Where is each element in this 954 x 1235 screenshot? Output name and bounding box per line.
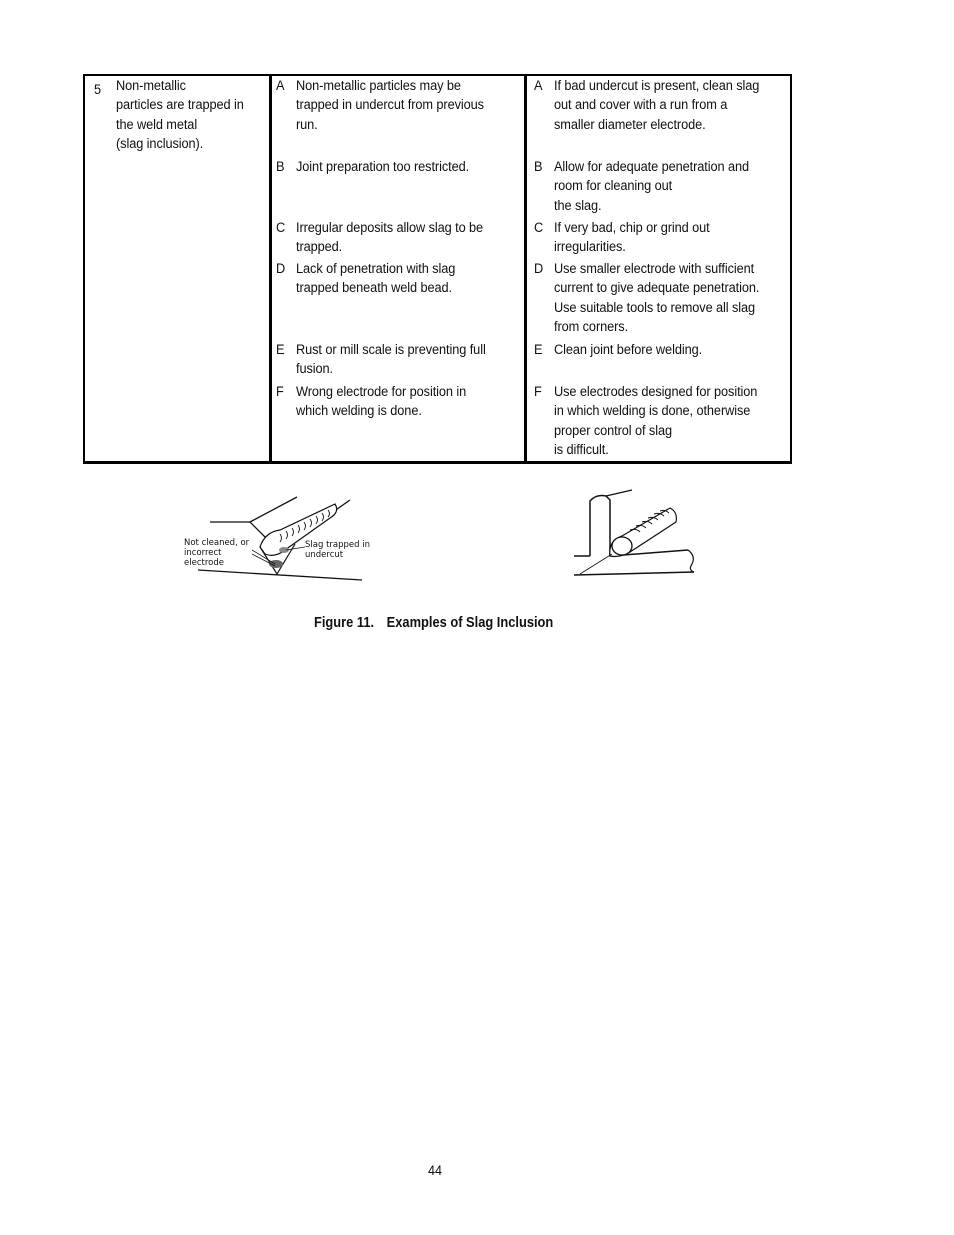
remedy-text: Clean joint before welding.	[554, 342, 703, 358]
label-not-cleaned-line2: incorrect	[184, 548, 222, 558]
remedy-letter: C	[534, 220, 544, 236]
label-not-cleaned-line1: Not cleaned, or	[184, 538, 250, 548]
fillet-weld-illustration	[570, 486, 705, 581]
problem-text: Non-metallic particles are trapped in the weld metal (slag inclusion).	[116, 78, 244, 152]
figure-number: Figure 11.	[314, 615, 375, 631]
causes-column	[269, 76, 527, 461]
remedy-letter: E	[534, 342, 543, 358]
row-number: 5	[94, 82, 102, 98]
remedy-letter: D	[534, 261, 544, 277]
figure-title: Examples of Slag Inclusion	[386, 615, 554, 631]
problem-column	[85, 76, 272, 461]
cause-text: Irregular deposits allow slag to be trapped.	[296, 220, 484, 256]
remedy-text: If bad undercut is present, clean slag out and cover with a run from a smaller diameter electrode.	[554, 78, 760, 133]
cause-letter: F	[276, 384, 284, 400]
remedy-text: Allow for adequate penetration and room for cleaning out the slag.	[554, 159, 750, 214]
label-slag-trapped-line2: undercut	[305, 550, 344, 560]
remedy-letter: B	[534, 159, 543, 175]
cause-letter: B	[276, 159, 285, 175]
cause-text: Wrong electrode for position in which welding is done.	[296, 384, 467, 420]
troubleshooting-table	[83, 74, 792, 464]
figure-caption	[314, 615, 553, 631]
cause-letter: D	[276, 261, 286, 277]
cause-letter: E	[276, 342, 285, 358]
cause-text: Lack of penetration with slag trapped beneath weld bead.	[296, 261, 456, 297]
remedy-text: If very bad, chip or grind out irregularities.	[554, 220, 710, 256]
cause-letter: C	[276, 220, 286, 236]
page-number: 44	[428, 1162, 443, 1178]
cause-text: Rust or mill scale is preventing full fusion.	[296, 342, 486, 378]
remedy-letter: F	[534, 384, 542, 400]
label-slag-trapped-line1: Slag trapped in	[305, 540, 370, 550]
remedy-text: Use electrodes designed for position in which welding is done, otherwise proper control of slag is difficult.	[554, 384, 758, 458]
remedy-text: Use smaller electrode with sufficient current to give adequate penetration. Use suitable tools to remove all slag from corners.	[554, 261, 760, 335]
cause-text: Non-metallic particles may be trapped in undercut from previous run.	[296, 78, 484, 133]
remedy-letter: A	[534, 78, 543, 94]
cause-letter: A	[276, 78, 285, 94]
label-not-cleaned-line3: electrode	[184, 558, 224, 568]
cause-text: Joint preparation too restricted.	[296, 159, 470, 175]
undercut-slag-illustration	[180, 492, 375, 592]
remedies-column	[527, 76, 792, 461]
